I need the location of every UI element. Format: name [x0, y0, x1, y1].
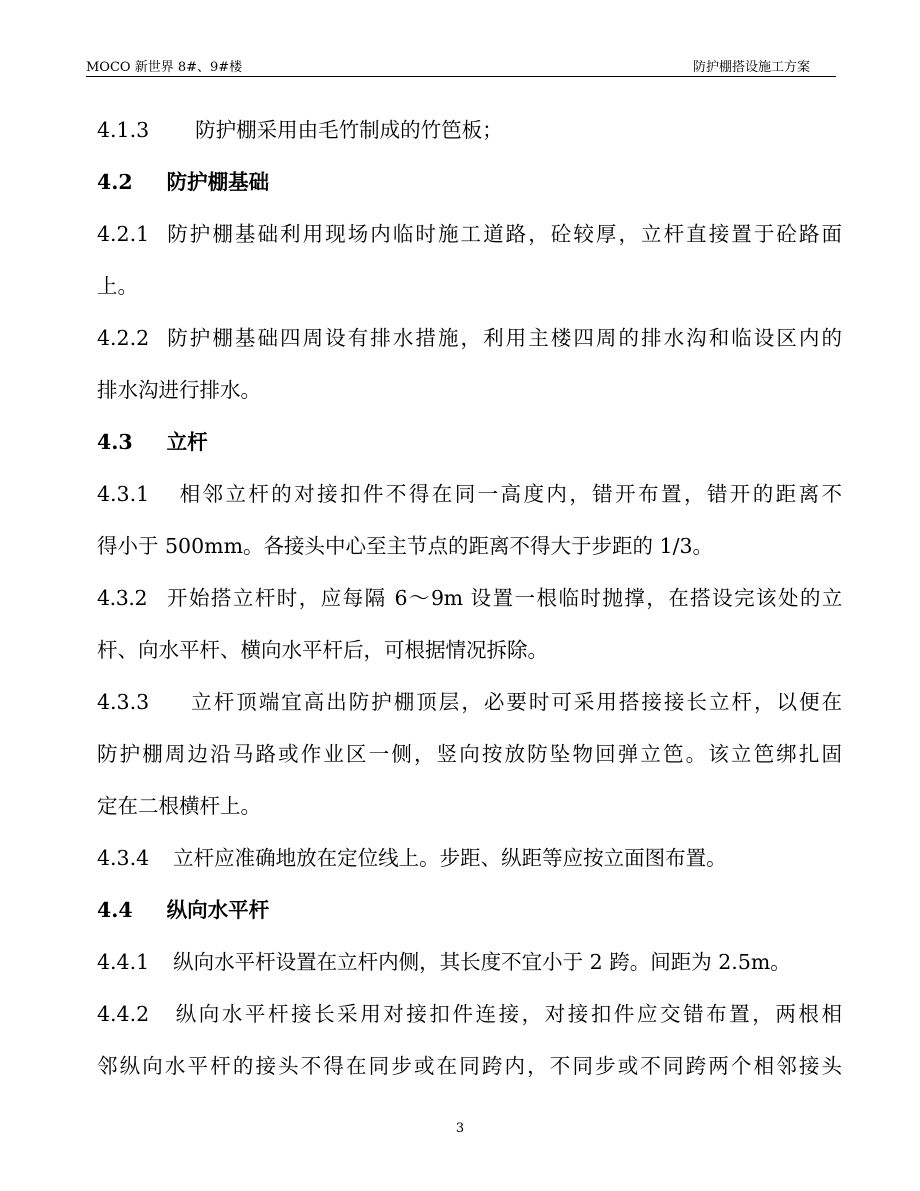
clause-text: 防护棚基础利用现场内临时施工道路，砼较厚，立杆直接置于砼路面	[165, 222, 842, 246]
section-heading-4-3	[97, 416, 842, 468]
clause-text: 开始搭立杆时，应每隔 6～9m 设置一根临时抛撑，在搭设完该处的立	[165, 586, 842, 610]
clause-continuation	[97, 1040, 842, 1092]
document-body	[97, 104, 842, 1092]
page-header	[86, 50, 836, 77]
clause-4-4-1	[97, 936, 842, 988]
clause-number: 4.3.2	[97, 586, 148, 610]
clause-continuation	[97, 624, 842, 676]
section-title: 立杆	[166, 430, 208, 454]
clause-number: 4.3.4	[97, 846, 150, 870]
clause-number: 4.4.1	[97, 950, 150, 974]
page-number: 3	[455, 1121, 465, 1136]
section-number: 4.4	[97, 898, 133, 922]
section-title: 纵向水平杆	[166, 898, 270, 922]
clause-4-2-1	[97, 208, 842, 260]
clause-text: 防护棚基础四周设有排水措施，利用主楼四周的排水沟和临设区内的	[165, 326, 842, 350]
clause-text: 纵向水平杆接长采用对接扣件连接，对接扣件应交错布置，两根相	[173, 1002, 842, 1026]
clause-text: 防护棚采用由毛竹制成的竹笆板；	[195, 118, 503, 142]
clause-4-1-3	[97, 104, 842, 156]
section-heading-4-4	[97, 884, 842, 936]
clause-continuation	[97, 520, 842, 572]
clause-number: 4.2.2	[97, 326, 150, 350]
clause-text: 相邻立杆的对接扣件不得在同一高度内，错开布置，错开的距离不	[177, 482, 842, 506]
section-number: 4.3	[97, 430, 133, 454]
clause-number: 4.4.2	[97, 1002, 150, 1026]
clause-4-2-2	[97, 312, 842, 364]
clause-text: 纵向水平杆设置在立杆内侧，其长度不宜小于 2 跨。间距为 2.5m。	[173, 950, 791, 974]
clause-text: 定在二根横杆上。	[97, 794, 261, 818]
section-heading-4-2	[97, 156, 842, 208]
clause-continuation	[97, 364, 842, 416]
clause-continuation	[97, 728, 842, 780]
clause-text: 得小于 500mm。各接头中心至主节点的距离不得大于步距的 1/3。	[97, 534, 714, 558]
section-title: 防护棚基础	[166, 170, 270, 194]
header-project-name: MOCO 新世界 8#、9#楼	[86, 60, 243, 75]
clause-continuation	[97, 780, 842, 832]
clause-number: 4.2.1	[97, 222, 150, 246]
clause-text: 防护棚周边沿马路或作业区一侧，竖向按放防坠物回弹立笆。该立笆绑扎固	[97, 742, 842, 766]
clause-text: 上。	[97, 274, 138, 298]
clause-number: 4.3.1	[97, 482, 150, 506]
clause-4-3-2	[97, 572, 842, 624]
clause-4-3-1	[97, 468, 842, 520]
clause-4-3-4	[97, 832, 842, 884]
clause-text: 排水沟进行排水。	[97, 378, 261, 402]
clause-text: 立杆顶端宜高出防护棚顶层，必要时可采用搭接接长立杆，以便在	[189, 690, 842, 714]
clause-text: 杆、向水平杆、横向水平杆后，可根据情况拆除。	[97, 638, 548, 662]
clause-number: 4.1.3	[97, 118, 150, 142]
clause-number: 4.3.3	[97, 690, 150, 714]
clause-text: 立杆应准确地放在定位线上。步距、纵距等应按立面图布置。	[173, 846, 727, 870]
clause-continuation	[97, 260, 842, 312]
clause-4-3-3	[97, 676, 842, 728]
section-number: 4.2	[97, 170, 133, 194]
clause-4-4-2	[97, 988, 842, 1040]
header-document-title: 防护棚搭设施工方案	[692, 60, 810, 75]
clause-text: 邻纵向水平杆的接头不得在同步或在同跨内，不同步或不同跨两个相邻接头	[97, 1054, 842, 1078]
